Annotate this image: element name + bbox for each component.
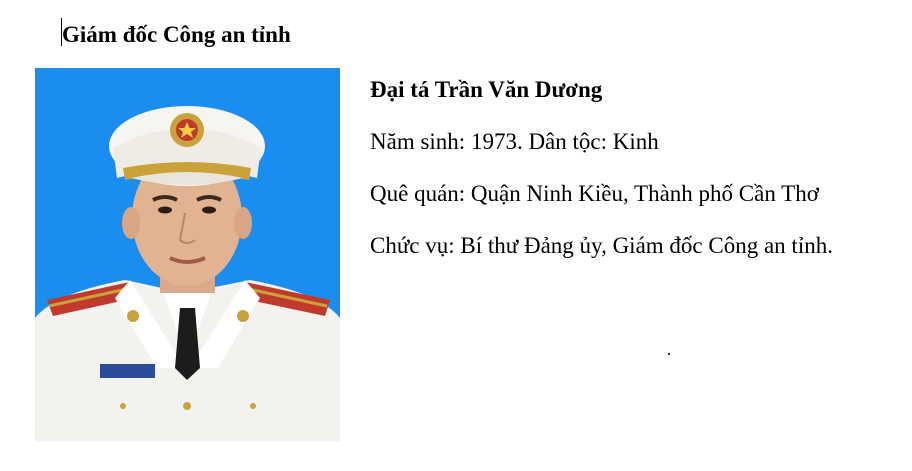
profile-name: Đại tá Trần Văn Dương: [370, 77, 603, 102]
profile-birth-ethnicity: Năm sinh: 1973. Dân tộc: Kinh: [370, 129, 659, 154]
profile-position: Chức vụ: Bí thư Đảng ủy, Giám đốc Công an tỉnh.: [370, 233, 833, 258]
stray-dot: [668, 353, 670, 355]
left-collar-badge: [127, 310, 139, 322]
name-tag: [100, 364, 155, 378]
profile-hometown: Quê quán: Quận Ninh Kiều, Thành phố Cần Thơ: [370, 181, 819, 206]
right-collar-badge: [237, 310, 249, 322]
portrait-photo: [35, 68, 340, 441]
portrait-illustration: [35, 68, 340, 441]
section-heading: Giám đốc Công an tỉnh: [62, 22, 291, 47]
